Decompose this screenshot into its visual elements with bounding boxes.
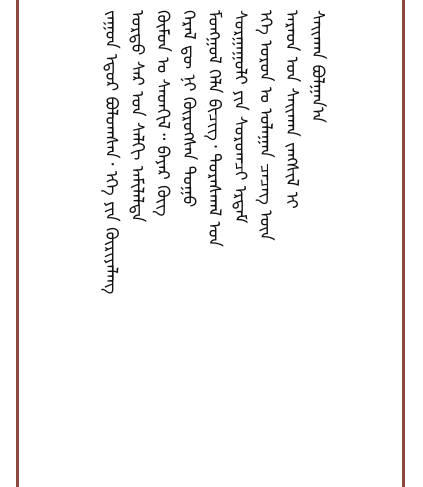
- text-column: ᠰᠤᠷᠭᠠᠭᠤᠯᠢ ᠶᠢᠨ ᠰᠤᠷᠤᠭᠴᠢ ᠡᠷᠳᠡᠮ: [229, 10, 250, 224]
- text-column: ᠰᠠᠢᠬᠠᠨ ᠪᠣᠯᠭᠠᠨ᠎ᠠ: [307, 10, 328, 123]
- text-column: ᠵᠠᠭᠤᠨ ᠡᠳᠦᠷ ᠪᠤᠯᠤᠭᠰᠠᠨ᠂ ᠡᠬᠡ ᠶᠢᠨ ᠬᠦᠷᠢᠶᠡᠯᠡᠩ: [101, 10, 121, 295]
- text-column: ᠠᠷᠠᠳ ᠤᠨ ᠰᠠᠢᠬᠠᠨ ᠵᠠᠩᠰᠢᠯ ᠢ: [281, 10, 302, 209]
- left-margin-rule: [16, 0, 19, 487]
- right-margin-rule: [402, 0, 405, 487]
- mongolian-text-block: [96, 10, 328, 478]
- text-column: ᠬᠦᠮᠦᠨ ᠤ ᠰᠡᠳᠬᠢᠯ᠃ ᠪᠠᠶᠠᠷ ᠬᠥᠭ: [152, 10, 173, 217]
- text-column: ᠮᠣᠩᠭᠣᠯ ᠬᠡᠯᠡ ᠪᠢᠴᠢᠭ᠂ ᠳᠤᠷᠠᠰᠬᠠᠯ ᠤᠨ: [204, 10, 225, 247]
- text-column: ᠤᠷᠲᠤ ᠰᠠᠷ ᠤᠨ ᠰᠠᠯᠬᠢ ᠠᠮᠢᠯᠠᠯᠲᠠ: [126, 10, 147, 223]
- text-column: ᠡᠬᠡ ᠣᠷᠤᠨ ᠤ ᠤᠯᠠᠭᠠᠨ ᠴᠡᠴᠡᠭ ᠦᠨ: [255, 10, 276, 241]
- text-column: ᠭᠡᠷᠡᠯ ᠳᠦ ᠨᠢ ᠬᠦᠷᠦᠭᠰᠡᠨ ᠳᠤᠭᠤ: [178, 10, 199, 208]
